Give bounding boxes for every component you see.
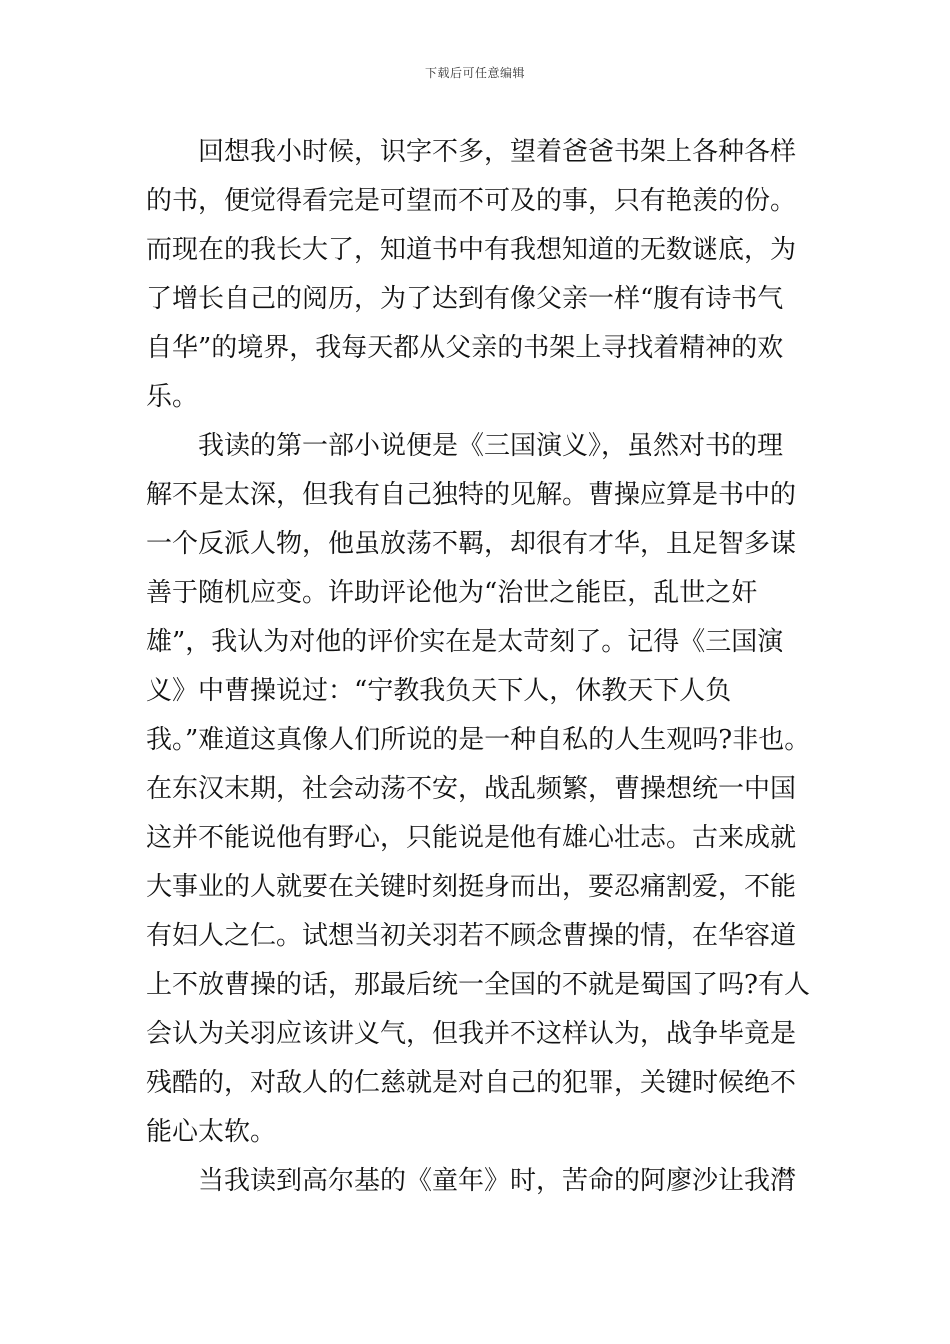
text-line: 有妇人之仁。试想当初关羽若不顾念曹操的情，在华容道	[146, 921, 797, 951]
paragraph-2	[146, 422, 826, 1157]
document-body	[146, 128, 826, 1206]
text-line: 了增长自己的阅历，为了达到有像父亲一样“腹有诗书气	[146, 284, 784, 314]
text-line: 我读的第一部小说便是《三国演义》，虽然对书的理	[198, 431, 784, 461]
text-line: 善于随机应变。许助评论他为“治世之能臣，乱世之奸	[146, 578, 758, 608]
text-line: 乐。	[146, 382, 199, 412]
text-line: 义》中曹操说过：“宁教我负天下人，休教天下人负	[146, 676, 732, 706]
text-line: 大事业的人就要在关键时刻挺身而出，要忍痛割爱，不能	[146, 872, 797, 902]
text-line: 在东汉末期，社会动荡不安，战乱频繁，曹操想统一中国	[146, 774, 797, 804]
text-line: 雄”，我认为对他的评价实在是太苛刻了。记得《三国演	[146, 627, 784, 657]
text-line: 这并不能说他有野心，只能说是他有雄心壮志。古来成就	[146, 823, 797, 853]
text-line: 回想我小时候，识字不多，望着爸爸书架上各种各样	[198, 137, 797, 167]
text-line: 的书，便觉得看完是可望而不可及的事，只有艳羡的份。	[146, 186, 797, 216]
text-line: 残酷的，对敌人的仁慈就是对自己的犯罪，关键时候绝不	[146, 1068, 797, 1098]
paragraph-3	[146, 1157, 826, 1206]
paragraph-1	[146, 128, 826, 422]
text-line: 当我读到高尔基的《童年》时，苦命的阿廖沙让我潸	[198, 1166, 797, 1196]
text-line: 解不是太深，但我有自己独特的见解。曹操应算是书中的	[146, 480, 797, 510]
text-line: 一个反派人物，他虽放荡不羁，却很有才华，且足智多谋	[146, 529, 797, 559]
page-header: 下载后可任意编辑	[424, 66, 525, 80]
text-line: 能心太软。	[146, 1117, 277, 1147]
text-line: 我。”难道这真像人们所说的是一种自私的人生观吗?非也。	[146, 725, 811, 755]
text-line: 而现在的我长大了，知道书中有我想知道的无数谜底，为	[146, 235, 797, 265]
text-line: 会认为关羽应该讲义气，但我并不这样认为，战争毕竟是	[146, 1019, 797, 1049]
text-line: 自华”的境界，我每天都从父亲的书架上寻找着精神的欢	[146, 333, 784, 363]
text-line: 上不放曹操的话，那最后统一全国的不就是蜀国了吗?有人	[146, 970, 810, 1000]
